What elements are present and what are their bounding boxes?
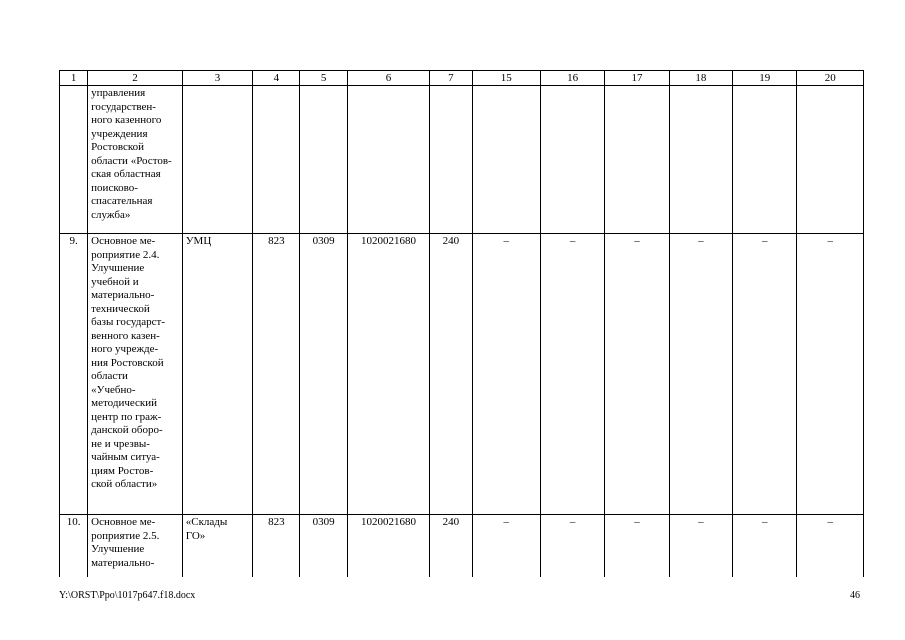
rzpr-code: 0309 [300, 234, 347, 515]
header-cell-7: 7 [430, 71, 472, 86]
value-col-19: – [733, 234, 797, 515]
value-col-17: – [605, 515, 669, 585]
value-col-20: – [797, 515, 864, 585]
header-cell-3: 3 [182, 71, 252, 86]
vr-code [430, 86, 472, 234]
value-col-15 [472, 86, 540, 234]
value-col-19 [733, 86, 797, 234]
row-number [60, 86, 88, 234]
grbs-code: 823 [253, 234, 300, 515]
footer-file-path: Y:\ORST\Ppo\1017p647.f18.docx [59, 590, 196, 601]
header-cell-1: 1 [60, 71, 88, 86]
csr-code [347, 86, 430, 234]
vr-code: 240 [430, 515, 472, 585]
value-col-18: – [669, 515, 732, 585]
vr-code: 240 [430, 234, 472, 515]
value-col-16 [540, 86, 604, 234]
value-col-20: – [797, 234, 864, 515]
csr-code: 1020021680 [347, 515, 430, 585]
table-row [60, 234, 864, 515]
rzpr-code: 0309 [300, 515, 347, 585]
grbs-code: 823 [253, 515, 300, 585]
page-bottom-margin [59, 577, 869, 637]
value-col-16: – [540, 515, 604, 585]
value-col-15: – [472, 515, 540, 585]
header-cell-6: 6 [347, 71, 430, 86]
value-col-17 [605, 86, 669, 234]
header-cell-19: 19 [733, 71, 797, 86]
value-col-19: – [733, 515, 797, 585]
header-cell-4: 4 [253, 71, 300, 86]
executor: УМЦ [182, 234, 252, 515]
table-row [60, 86, 864, 234]
header-cell-5: 5 [300, 71, 347, 86]
row-number: 10. [60, 515, 88, 585]
value-col-18 [669, 86, 732, 234]
header-cell-18: 18 [669, 71, 732, 86]
executor [182, 86, 252, 234]
value-col-20 [797, 86, 864, 234]
value-col-15: – [472, 234, 540, 515]
executor: «Склады ГО» [182, 515, 252, 585]
value-col-16: – [540, 234, 604, 515]
header-cell-16: 16 [540, 71, 604, 86]
table-row [60, 515, 864, 585]
csr-code: 1020021680 [347, 234, 430, 515]
footer-page-number: 46 [850, 590, 860, 601]
row-number: 9. [60, 234, 88, 515]
grbs-code [253, 86, 300, 234]
value-col-17: – [605, 234, 669, 515]
activity-name: Основное ме- роприятие 2.5. Улучшение материально- [88, 515, 183, 585]
header-cell-2: 2 [88, 71, 183, 86]
value-col-18: – [669, 234, 732, 515]
rzpr-code [300, 86, 347, 234]
header-cell-20: 20 [797, 71, 864, 86]
header-cell-15: 15 [472, 71, 540, 86]
header-row [60, 71, 864, 86]
budget-table [59, 70, 864, 585]
header-cell-17: 17 [605, 71, 669, 86]
activity-name: управления государствен- ного казенного учреждения Ростовской области «Ростов- ская областная поисково- спасательная служба» [88, 86, 183, 234]
activity-name: Основное ме- роприятие 2.4. Улучшение учебной и материально- технической базы государст- венного казен- ного учрежде- ния Ростовской области «Учебно- методический центр по граж- данской оборо- не и чрезвы- чайным ситуа- циям Ростов- ской области» [88, 234, 183, 515]
